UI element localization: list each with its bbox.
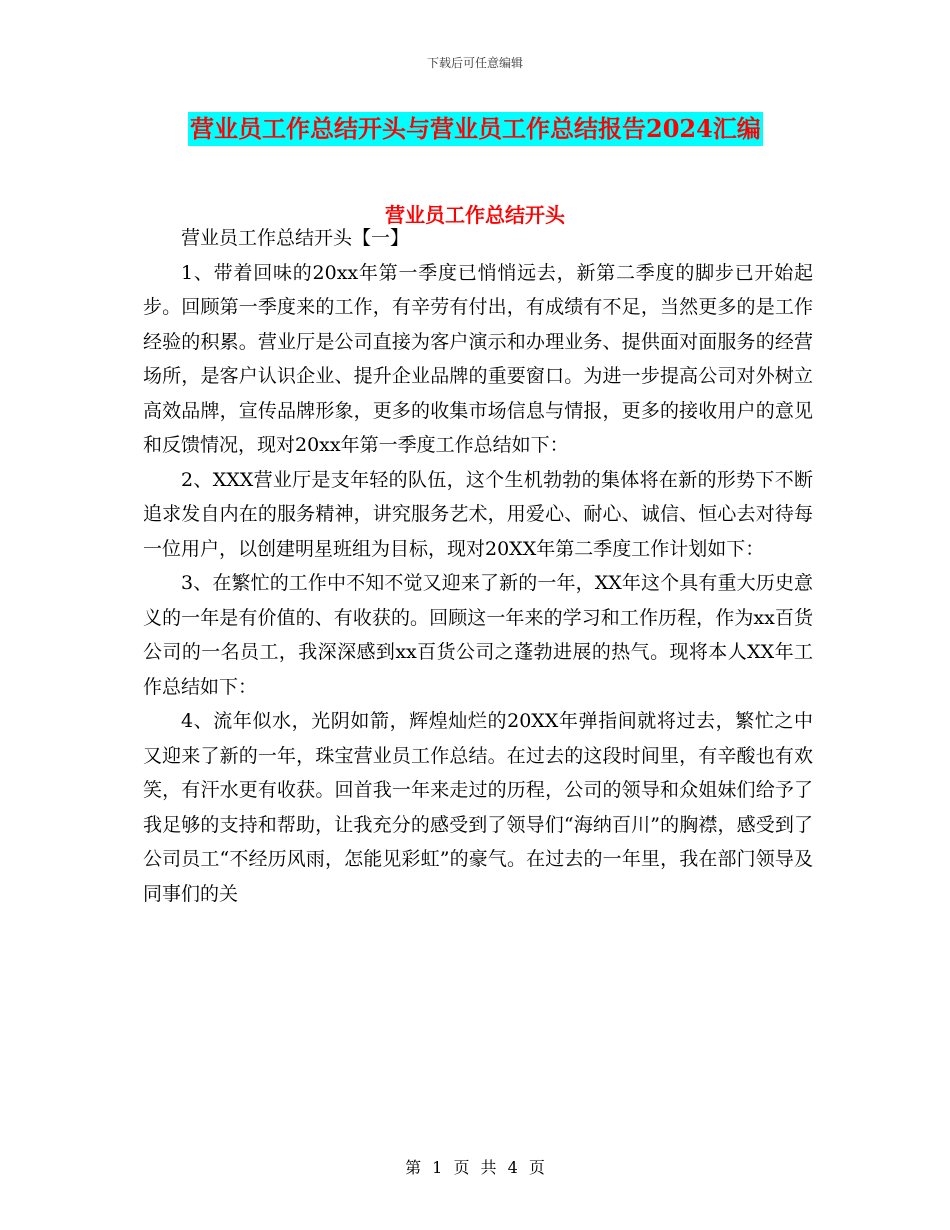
paragraph: 1、带着回味的20xx年第一季度已悄悄远去，新第二季度的脚步已开始起步。回顾第一季度来的工作，有辛劳有付出，有成绩有不足，当然更多的是工作经验的积累。营业厅是公司直接为客户演示和办理业务、提供面对面服务的经营场所，是客户认识企业、提升企业品牌的重要窗口。为进一步提高公司对外树立高效品牌，宣传品牌形象，更多的收集市场信息与情报，更多的接收用户的意见和反馈情况，现对20xx年第一季度工作总结如下：: [143, 261, 813, 456]
section-title: 营业员工作总结开头: [385, 203, 565, 227]
paragraph: 4、流年似水，光阴如箭，辉煌灿烂的20XX年弹指间就将过去，繁忙之中又迎来了新的一年，珠宝营业员工作总结。在过去的这段时间里，有辛酸也有欢笑，有汗水更有收获。回首我一年来走过的历程，公司的领导和众姐妹们给予了我足够的支持和帮助，让我充分的感受到了领导们“海纳百川”的胸襟，感受到了公司员工“不经历风雨，怎能见彩虹”的豪气。在过去的一年里，我在部门领导及同事们的关: [143, 710, 813, 905]
document-title: 营业员工作总结开头与营业员工作总结报告2024汇编: [188, 112, 763, 146]
page-indicator: 第 1 页 共 4 页: [405, 1158, 545, 1177]
paragraph: 2、XXX营业厅是支年轻的队伍，这个生机勃勃的集体将在新的形势下不断追求发自内在的服务精神，讲究服务艺术，用爱心、耐心、诚信、恒心去对待每一位用户，以创建明星班组为目标，现对20XX年第二季度工作计划如下：: [143, 468, 813, 560]
paragraph-heading: 营业员工作总结开头【一】: [181, 227, 410, 249]
paragraph: 3、在繁忙的工作中不知不觉又迎来了新的一年，XX年这个具有重大历史意义的一年是有价值的、有收获的。回顾这一年来的学习和工作历程，作为xx百货公司的一名员工，我深深感到xx百货公司之蓬勃进展的热气。现将本人XX年工作总结如下：: [143, 572, 813, 698]
header-note: 下载后可任意编辑: [426, 56, 523, 70]
document-body: [143, 221, 813, 911]
